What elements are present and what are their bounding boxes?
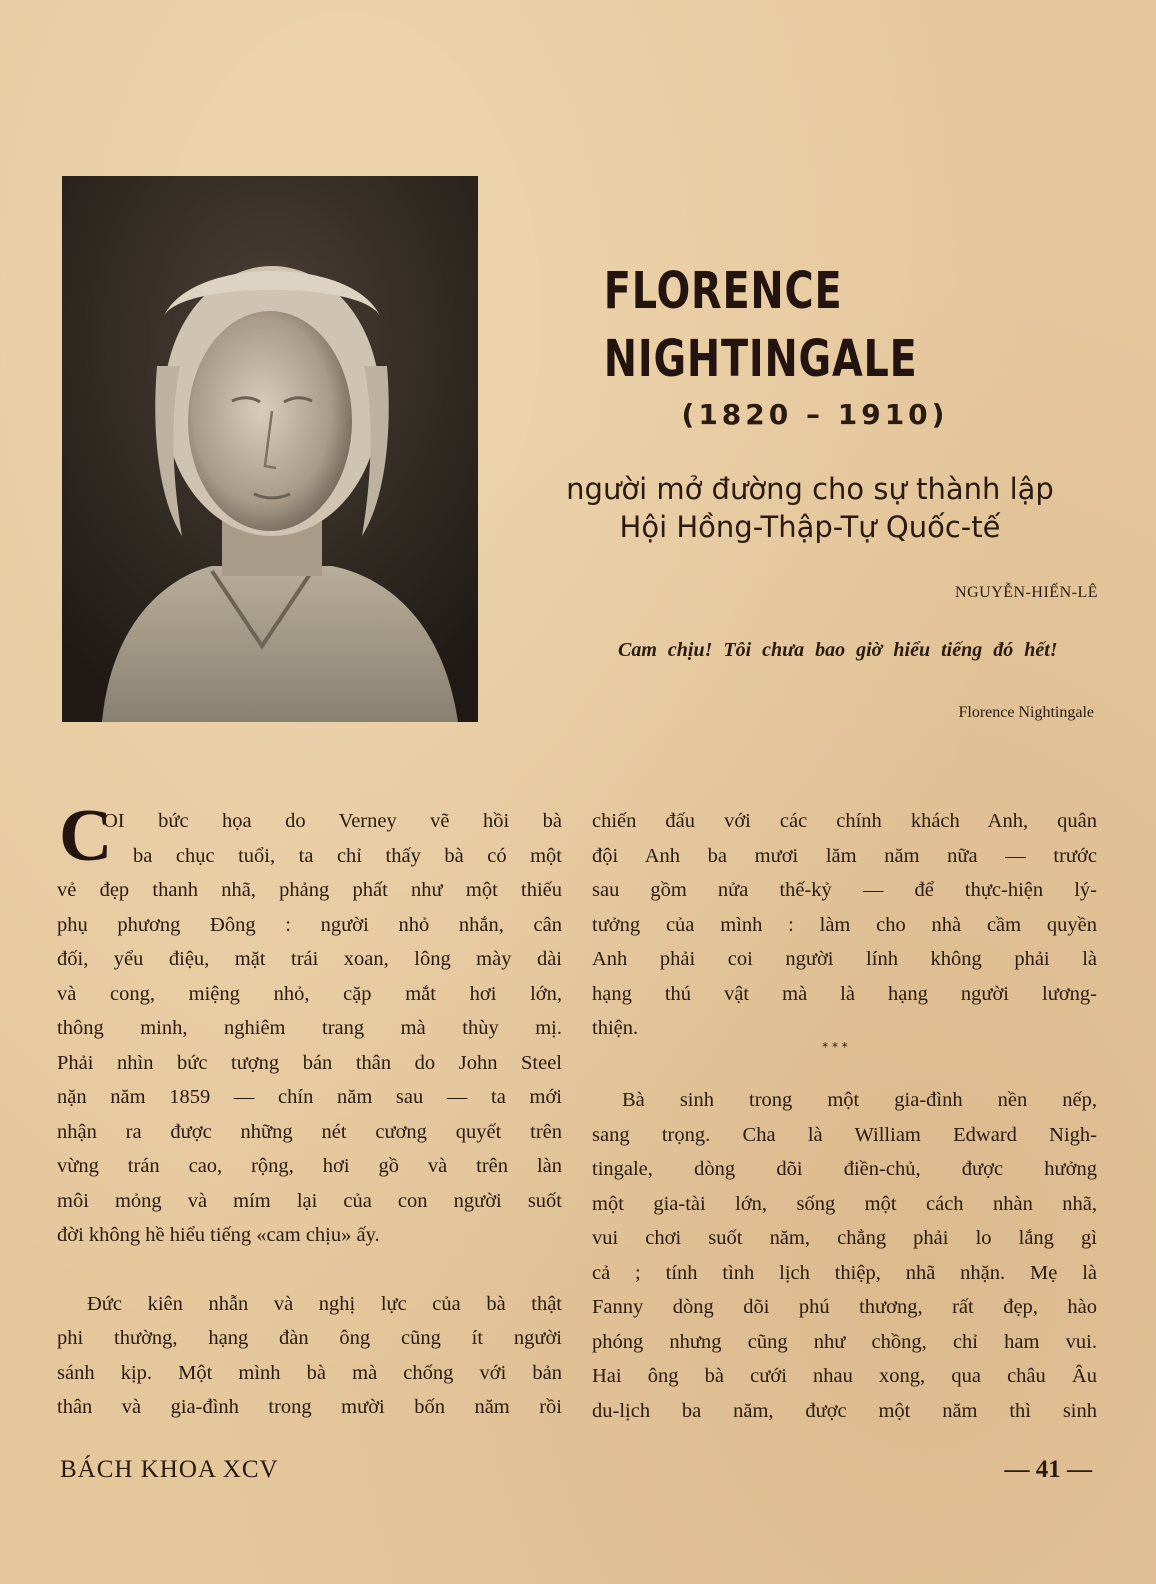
subtitle-line-2: Hội Hồng-Thập-Tự Quốc-tế [619, 510, 1001, 544]
text-line: sánh kịp. Một mình bà mà chống với bản [57, 1361, 562, 1384]
text-line: Fanny dòng dõi phú thương, rất đẹp, hào [592, 1296, 1097, 1318]
text-line: phi thường, hạng đàn ông cũng ít người [57, 1327, 562, 1349]
text-line: đội Anh ba mươi lăm năm nữa — trước [592, 844, 1097, 867]
text-line: Phải nhìn bức tượng bán thân do John Steel [57, 1051, 562, 1074]
text-line: Hai ông bà cưới nhau xong, qua châu Âu [592, 1365, 1097, 1387]
opening-line: ba chục tuổi, ta chỉ thấy bà có một [133, 844, 562, 867]
portrait-photo [62, 176, 478, 722]
left-column [57, 873, 562, 1425]
text-line: tingale, dòng dõi điền-chủ, được hưởng [592, 1158, 1097, 1180]
text-line: du-lịch ba năm, được một năm thì sinh [592, 1399, 1097, 1422]
paragraph-continued [57, 1321, 562, 1425]
section-separator: * * * [822, 1040, 848, 1054]
text-line: hạng thú vật mà là hạng người lương- [592, 982, 1097, 1005]
text-line: môi mỏng và mím lại của con người suốt [57, 1189, 562, 1212]
drop-cap-letter: C [59, 795, 113, 877]
epigraph-attribution: Florence Nightingale [958, 704, 1094, 721]
title-line-2: NIGHTINGALE [603, 330, 918, 389]
author-byline: NGUYỄN-HIẾN-LÊ [955, 584, 1098, 601]
subtitle-line-1: người mở đường cho sự thành lập [566, 472, 1054, 506]
text-line: cả ; tính tình lịch thiệp, nhã nhặn. Mẹ là [592, 1261, 1097, 1284]
text-line: phụ phương Đông : người nhỏ nhắn, cân [57, 913, 562, 936]
text-line: Anh phải coi người lính không phải là [592, 948, 1097, 970]
article-title [603, 258, 918, 394]
text-line: thông minh, nghiêm trang mà thùy mị. [57, 1017, 562, 1039]
paragraph-continued [592, 1118, 1097, 1429]
text-line: đối, yểu điệu, mặt trái xoan, lông mày dài [57, 948, 562, 970]
text-line: đời không hề hiểu tiếng «cam chịu» ấy. [57, 1224, 380, 1246]
text-line: thiện. [592, 1017, 639, 1039]
title-line-1: FLORENCE [603, 262, 843, 321]
text-line: vừng trán cao, rộng, hơi gồ và trên làn [57, 1155, 562, 1177]
text-line: và cong, miệng nhỏ, cặp mắt hơi lớn, [57, 982, 562, 1005]
article-subtitle [520, 470, 1100, 546]
text-line: nhận ra được những nét cương quyết trên [57, 1120, 562, 1143]
paragraph [57, 873, 562, 1253]
paragraph [592, 804, 1097, 1046]
text-line: thân và gia-đình trong mười bốn năm rồi [57, 1396, 562, 1418]
text-line: Đức kiên nhẫn và nghị lực của bà thật [87, 1292, 562, 1315]
life-years: (1820 – 1910) [681, 398, 949, 431]
paragraph [592, 1083, 1097, 1118]
text-line: sang trọng. Cha là William Edward Nigh- [592, 1123, 1097, 1146]
right-column-continued [592, 1083, 1097, 1428]
opening-lines [103, 804, 562, 873]
text-line: Bà sinh trong một gia-đình nền nếp, [622, 1089, 1097, 1111]
text-line: nặn năm 1859 — chín năm sau — ta mới [57, 1086, 562, 1108]
text-line: vui chơi suốt năm, chẳng phải lo lắng gì [592, 1227, 1097, 1249]
text-line: tưởng của mình : làm cho nhà cầm quyền [592, 913, 1097, 936]
text-line: sau gồm nửa thế-kỷ — để thực-hiện lý- [592, 879, 1097, 901]
text-line: phóng nhưng cũng như chồng, chỉ ham vui. [592, 1330, 1097, 1353]
text-line: vẻ đẹp thanh nhã, phảng phất như một thiếu [57, 879, 562, 901]
text-line: chiến đấu với các chính khách Anh, quân [592, 810, 1097, 832]
right-column [592, 804, 1097, 1046]
page-number: — 41 — [1004, 1456, 1092, 1483]
epigraph-quote: Cam chịu! Tôi chưa bao giờ hiểu tiếng đó hết! [618, 639, 1058, 661]
paragraph [57, 1287, 562, 1322]
magazine-issue: BÁCH KHOA XCV [60, 1456, 279, 1483]
text-line: một gia-tài lớn, sống một cách nhàn nhã, [592, 1192, 1097, 1215]
opening-line: OI bức họa do Verney vẽ hồi bà [103, 810, 562, 832]
